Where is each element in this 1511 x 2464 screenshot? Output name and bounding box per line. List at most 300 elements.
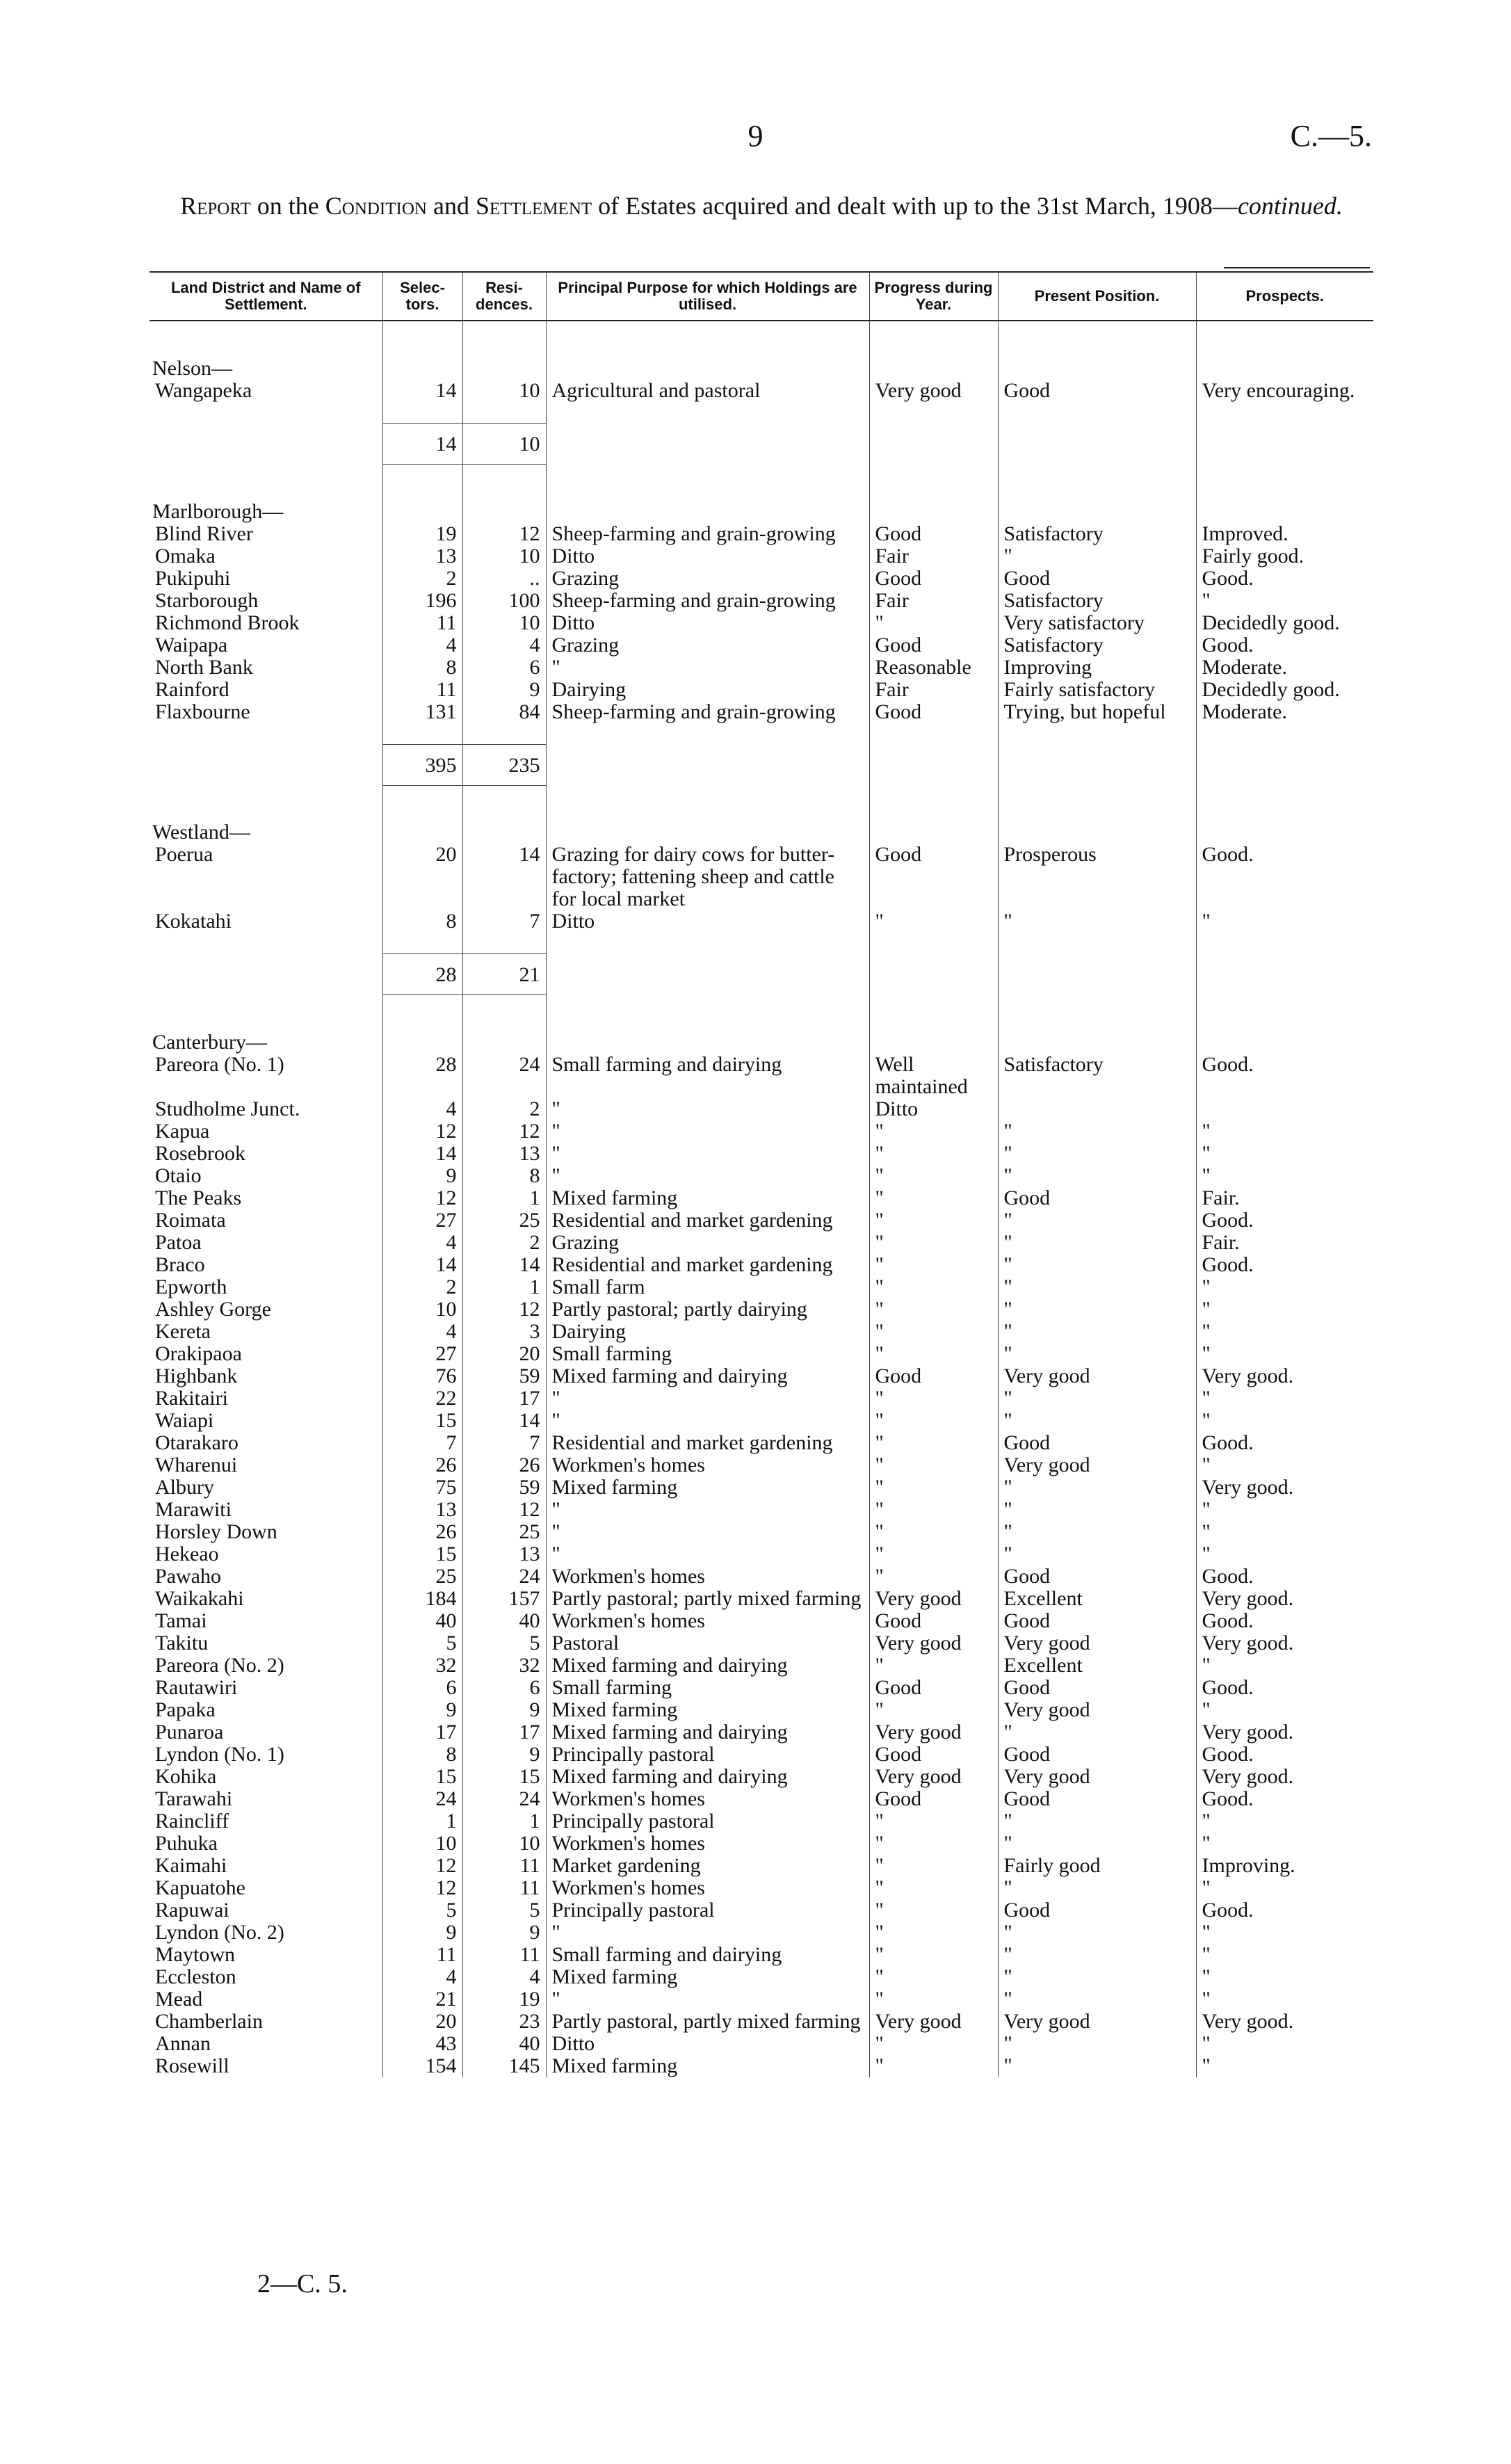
- settlement-name: The Peaks: [155, 1186, 242, 1209]
- settlement-purpose: Workmen's homes: [546, 1877, 869, 1899]
- settlement-purpose: Dairying: [546, 679, 869, 701]
- settlement-prospects: ": [1196, 1810, 1373, 1833]
- settlement-position: ": [998, 1410, 1196, 1432]
- settlement-name: Richmond Brook: [155, 611, 300, 634]
- settlement-purpose: Sheep-farming and grain-growing: [546, 523, 869, 545]
- settlement-progress: ": [869, 1521, 998, 1543]
- table-row: [150, 1120, 1373, 1143]
- settlement-selectors: 8: [382, 910, 462, 933]
- empty-cell: [462, 321, 546, 380]
- col-header-purpose: Principal Purpose for which Holdings are utilised.: [546, 272, 869, 321]
- settlement-residences: 26: [462, 1454, 546, 1476]
- settlement-name: Blind River: [155, 522, 253, 545]
- settlement-selectors: 6: [382, 1677, 462, 1699]
- empty-cell: [546, 995, 869, 1054]
- empty-cell: [546, 744, 869, 785]
- settlement-prospects: ": [1196, 1454, 1373, 1476]
- title-word-on: on the: [257, 192, 319, 220]
- settlement-purpose: Sheep-farming and grain-growing: [546, 590, 869, 612]
- settlement-position: ": [998, 1988, 1196, 2011]
- settlement-selectors: 10: [382, 1298, 462, 1321]
- settlement-purpose: Ditto: [546, 612, 869, 634]
- table-row: [150, 1677, 1373, 1699]
- settlement-progress: ": [869, 2033, 998, 2055]
- empty-cell: [998, 995, 1196, 1054]
- settlement-selectors: 131: [382, 701, 462, 723]
- settlement-residences: 8: [462, 1165, 546, 1187]
- settlement-prospects: ": [1196, 1387, 1373, 1410]
- district-row: [150, 995, 1373, 1054]
- settlement-progress: Good: [869, 1677, 998, 1699]
- settlement-progress: ": [869, 1254, 998, 1276]
- table-row: [150, 1387, 1373, 1410]
- settlement-name: Roimata: [155, 1208, 226, 1232]
- settlement-progress: ": [869, 1209, 998, 1232]
- settlement-position: ": [998, 1232, 1196, 1254]
- settlement-progress: ": [869, 1899, 998, 1922]
- settlement-residences: 24: [462, 1788, 546, 1810]
- settlement-selectors: 20: [382, 2011, 462, 2033]
- empty-cell: [1196, 321, 1373, 380]
- settlement-progress: Very good: [869, 1766, 998, 1788]
- settlement-position: Satisfactory: [998, 1054, 1196, 1098]
- settlement-name: Wangapeka: [155, 379, 252, 402]
- settlement-residences: 7: [462, 910, 546, 933]
- settlement-prospects: ": [1196, 1499, 1373, 1521]
- settlement-purpose: Workmen's homes: [546, 1788, 869, 1810]
- table-row: [150, 1632, 1373, 1654]
- empty-cell: [998, 424, 1196, 465]
- settlement-progress: Good: [869, 844, 998, 910]
- table-row: [150, 380, 1373, 402]
- settlement-progress: ": [869, 1855, 998, 1877]
- settlement-residences: 13: [462, 1543, 546, 1565]
- settlement-name: Waiapi: [155, 1408, 214, 1432]
- table-row: [150, 1699, 1373, 1721]
- settlement-prospects: Fair.: [1196, 1187, 1373, 1209]
- empty-cell: [462, 785, 546, 844]
- table-row: [150, 1454, 1373, 1476]
- settlement-name: Marawiti: [155, 1497, 232, 1521]
- empty-cell: [150, 933, 382, 954]
- settlement-name: Annan: [155, 2031, 211, 2055]
- settlement-selectors: 2: [382, 567, 462, 590]
- empty-cell: [382, 785, 462, 844]
- empty-cell: [1196, 402, 1373, 424]
- settlement-prospects: Good.: [1196, 1254, 1373, 1276]
- table-row: [150, 1499, 1373, 1521]
- empty-cell: [869, 723, 998, 745]
- settlement-selectors: 13: [382, 545, 462, 567]
- settlement-prospects: ": [1196, 1120, 1373, 1143]
- settlement-position: ": [998, 1321, 1196, 1343]
- settlement-selectors: 27: [382, 1209, 462, 1232]
- settlement-name: Patoa: [155, 1230, 202, 1254]
- empty-cell: [150, 402, 382, 424]
- settlement-residences: 3: [462, 1321, 546, 1343]
- settlement-purpose: Small farming: [546, 1343, 869, 1365]
- settlement-selectors: 5: [382, 1899, 462, 1922]
- settlement-position: ": [998, 1922, 1196, 1944]
- settlement-selectors: 4: [382, 1966, 462, 1988]
- settlement-progress: ": [869, 1187, 998, 1209]
- settlement-residences: ..: [462, 567, 546, 590]
- empty-cell: [546, 933, 869, 954]
- table-row: [150, 634, 1373, 657]
- settlement-prospects: Very good.: [1196, 1365, 1373, 1387]
- settlement-prospects: Good.: [1196, 1209, 1373, 1232]
- settlement-position: ": [998, 1298, 1196, 1321]
- empty-cell: [546, 785, 869, 844]
- settlement-progress: Ditto: [869, 1098, 998, 1120]
- settlement-residences: 100: [462, 590, 546, 612]
- col-header-progress: Progress during Year.: [869, 272, 998, 321]
- settlement-name: Rautawiri: [155, 1675, 238, 1699]
- settlement-progress: ": [869, 1499, 998, 1521]
- table-row: [150, 1365, 1373, 1387]
- settlement-selectors: 12: [382, 1187, 462, 1209]
- empty-cell: [546, 465, 869, 523]
- settlement-residences: 14: [462, 1410, 546, 1432]
- empty-cell: [998, 785, 1196, 844]
- settlement-residences: 157: [462, 1588, 546, 1610]
- settlement-residences: 11: [462, 1877, 546, 1899]
- empty-cell: [1196, 933, 1373, 954]
- report-title: [150, 191, 1373, 220]
- settlement-residences: 24: [462, 1565, 546, 1588]
- settlement-purpose: Mixed farming: [546, 1187, 869, 1209]
- settlement-name: Rosewill: [155, 2054, 229, 2077]
- settlement-selectors: 14: [382, 380, 462, 402]
- settlement-name: Rakitairi: [155, 1386, 228, 1410]
- col-header-position: Present Position.: [998, 272, 1196, 321]
- settlement-selectors: 75: [382, 1476, 462, 1499]
- col-header-selectors: Selec-tors.: [382, 272, 462, 321]
- settlement-position: Excellent: [998, 1654, 1196, 1677]
- settlement-prospects: ": [1196, 1276, 1373, 1298]
- district-name: Marlborough—: [152, 499, 284, 523]
- settlement-position: ": [998, 1165, 1196, 1187]
- table-row: [150, 1321, 1373, 1343]
- settlement-purpose: Grazing: [546, 634, 869, 657]
- settlement-residences: 10: [462, 545, 546, 567]
- empty-cell: [546, 954, 869, 995]
- table-header-row: [150, 272, 1373, 321]
- settlement-name: Kapuatohe: [155, 1876, 245, 1899]
- empty-cell: [869, 321, 998, 380]
- empty-cell: [998, 933, 1196, 954]
- settlement-selectors: 9: [382, 1699, 462, 1721]
- empty-cell: [998, 723, 1196, 745]
- settlement-position: ": [998, 2033, 1196, 2055]
- settlement-progress: Good: [869, 1365, 998, 1387]
- empty-cell: [869, 424, 998, 465]
- settlement-progress: Good: [869, 1788, 998, 1810]
- settlement-name: Papaka: [155, 1698, 216, 1721]
- settlement-selectors: 14: [382, 1254, 462, 1276]
- settlement-position: Good: [998, 1565, 1196, 1588]
- settlement-purpose: Grazing: [546, 1232, 869, 1254]
- settlement-prospects: ": [1196, 1521, 1373, 1543]
- settlement-selectors: 20: [382, 844, 462, 910]
- settlement-purpose: Mixed farming and dairying: [546, 1766, 869, 1788]
- settlement-position: Very good: [998, 1454, 1196, 1476]
- empty-cell: [150, 424, 382, 465]
- settlement-prospects: ": [1196, 1321, 1373, 1343]
- empty-cell: [462, 402, 546, 424]
- settlement-progress: ": [869, 1833, 998, 1855]
- settlement-progress: Very good: [869, 1588, 998, 1610]
- settlement-residences: 84: [462, 701, 546, 723]
- settlement-position: Good: [998, 1788, 1196, 1810]
- settlement-progress: ": [869, 1387, 998, 1410]
- table-row: [150, 1588, 1373, 1610]
- settlement-residences: 32: [462, 1654, 546, 1677]
- settlement-progress: ": [869, 612, 998, 634]
- settlement-progress: ": [869, 1276, 998, 1298]
- empty-cell: [869, 744, 998, 785]
- settlement-residences: 59: [462, 1476, 546, 1499]
- settlement-residences: 6: [462, 657, 546, 679]
- settlement-selectors: 4: [382, 1321, 462, 1343]
- settlement-progress: Good: [869, 634, 998, 657]
- empty-cell: [1196, 424, 1373, 465]
- settlement-position: Satisfactory: [998, 590, 1196, 612]
- settlement-name: Flaxbourne: [155, 700, 250, 723]
- settlement-prospects: Good.: [1196, 1432, 1373, 1454]
- district-name: Westland—: [152, 821, 250, 844]
- table-body: [150, 321, 1373, 2077]
- settlement-residences: 9: [462, 1922, 546, 1944]
- total-selectors: 14: [382, 424, 462, 465]
- settlement-progress: ": [869, 1699, 998, 1721]
- settlement-purpose: Principally pastoral: [546, 1744, 869, 1766]
- settlement-purpose: ": [546, 1922, 869, 1944]
- settlement-prospects: ": [1196, 1543, 1373, 1565]
- empty-cell: [462, 933, 546, 954]
- settlement-selectors: 8: [382, 657, 462, 679]
- title-rest: of Estates acquired and dealt with up to the 31st March, 1908—: [598, 192, 1238, 220]
- settlement-prospects: Good.: [1196, 1677, 1373, 1699]
- settlement-name: Horsley Down: [155, 1520, 277, 1543]
- settlement-prospects: Fair.: [1196, 1232, 1373, 1254]
- total-residences: 10: [462, 424, 546, 465]
- settlement-progress: ": [869, 1143, 998, 1165]
- settlement-position: ": [998, 1276, 1196, 1298]
- table-row: [150, 1254, 1373, 1276]
- settlement-selectors: 10: [382, 1833, 462, 1855]
- settlement-purpose: Mixed farming: [546, 2055, 869, 2077]
- settlement-name: North Bank: [155, 655, 253, 679]
- settlement-residences: 2: [462, 1232, 546, 1254]
- settlement-progress: ": [869, 2055, 998, 2077]
- settlement-table: [150, 271, 1373, 2077]
- settlement-progress: Reasonable: [869, 657, 998, 679]
- table-row: [150, 1877, 1373, 1899]
- settlement-name: Mead: [155, 1987, 203, 2011]
- table-row: [150, 1833, 1373, 1855]
- district-row: [150, 465, 1373, 523]
- settlement-selectors: 9: [382, 1922, 462, 1944]
- settlement-prospects: Moderate.: [1196, 701, 1373, 723]
- empty-cell: [546, 723, 869, 745]
- settlement-selectors: 4: [382, 634, 462, 657]
- settlement-purpose: Mixed farming: [546, 1966, 869, 1988]
- table-row: [150, 1410, 1373, 1432]
- settlement-name: Otaio: [155, 1163, 202, 1187]
- settlement-progress: ": [869, 1410, 998, 1432]
- settlement-position: Fairly good: [998, 1855, 1196, 1877]
- settlement-residences: 12: [462, 1120, 546, 1143]
- settlement-name: Rosebrook: [155, 1141, 245, 1165]
- settlement-selectors: 11: [382, 1944, 462, 1966]
- settlement-residences: 17: [462, 1387, 546, 1410]
- settlement-purpose: ": [546, 1120, 869, 1143]
- settlement-progress: Good: [869, 567, 998, 590]
- table-row: [150, 701, 1373, 723]
- district-total-row: [150, 744, 1373, 785]
- settlement-prospects: ": [1196, 1165, 1373, 1187]
- settlement-selectors: 40: [382, 1610, 462, 1632]
- settlement-progress: Good: [869, 523, 998, 545]
- settlement-residences: 4: [462, 634, 546, 657]
- empty-cell: [462, 465, 546, 523]
- settlement-position: Good: [998, 1744, 1196, 1766]
- settlement-name: Braco: [155, 1253, 205, 1276]
- spacer-row: [150, 402, 1373, 424]
- table-row: [150, 545, 1373, 567]
- settlement-residences: 1: [462, 1187, 546, 1209]
- settlement-prospects: Very good.: [1196, 1632, 1373, 1654]
- settlement-name: Kapua: [155, 1119, 210, 1143]
- settlement-purpose: Pastoral: [546, 1632, 869, 1654]
- settlement-name: Raincliff: [155, 1809, 229, 1833]
- settlement-purpose: Partly pastoral; partly dairying: [546, 1298, 869, 1321]
- settlement-residences: 9: [462, 1744, 546, 1766]
- settlement-prospects: Good.: [1196, 1744, 1373, 1766]
- empty-cell: [998, 321, 1196, 380]
- settlement-selectors: 24: [382, 1788, 462, 1810]
- table-row: [150, 1810, 1373, 1833]
- settlement-purpose: Sheep-farming and grain-growing: [546, 701, 869, 723]
- settlement-progress: ": [869, 1966, 998, 1988]
- settlement-progress: ": [869, 1476, 998, 1499]
- district-name: Nelson—: [152, 357, 232, 380]
- table-row: [150, 1610, 1373, 1632]
- total-residences: 21: [462, 954, 546, 995]
- settlement-name: Studholme Junct.: [155, 1097, 300, 1120]
- table-row: [150, 657, 1373, 679]
- settlement-name: Waikakahi: [155, 1586, 244, 1610]
- settlement-progress: Very good: [869, 1632, 998, 1654]
- settlement-selectors: 11: [382, 679, 462, 701]
- settlement-purpose: Workmen's homes: [546, 1833, 869, 1855]
- settlement-prospects: Improved.: [1196, 523, 1373, 545]
- settlement-name: Lyndon (No. 1): [155, 1742, 284, 1766]
- empty-cell: [998, 744, 1196, 785]
- table-row: [150, 1721, 1373, 1744]
- settlement-prospects: ": [1196, 1922, 1373, 1944]
- settlement-purpose: ": [546, 1410, 869, 1432]
- settlement-position: Good: [998, 380, 1196, 402]
- empty-cell: [869, 465, 998, 523]
- settlement-prospects: ": [1196, 1988, 1373, 2011]
- settlement-position: ": [998, 1343, 1196, 1365]
- table-row: [150, 1521, 1373, 1543]
- settlement-name: Waipapa: [155, 633, 228, 657]
- settlement-prospects: ": [1196, 1143, 1373, 1165]
- title-word-and: and: [433, 192, 469, 220]
- settlement-prospects: Decidedly good.: [1196, 612, 1373, 634]
- settlement-progress: Fair: [869, 545, 998, 567]
- settlement-progress: ": [869, 1654, 998, 1677]
- table-row: [150, 1543, 1373, 1565]
- settlement-position: Good: [998, 1610, 1196, 1632]
- settlement-selectors: 27: [382, 1343, 462, 1365]
- settlement-progress: Good: [869, 1744, 998, 1766]
- settlement-residences: 5: [462, 1899, 546, 1922]
- table-row: [150, 1744, 1373, 1766]
- district-row: [150, 785, 1373, 844]
- settlement-purpose: Small farming: [546, 1677, 869, 1699]
- settlement-position: Very satisfactory: [998, 612, 1196, 634]
- settlement-selectors: 25: [382, 1565, 462, 1588]
- table-row: [150, 612, 1373, 634]
- table-row: [150, 523, 1373, 545]
- settlement-progress: ": [869, 1922, 998, 1944]
- settlement-purpose: Agricultural and pastoral: [546, 380, 869, 402]
- settlement-position: ": [998, 1721, 1196, 1744]
- settlement-position: ": [998, 1143, 1196, 1165]
- settlement-purpose: Small farming and dairying: [546, 1054, 869, 1098]
- settlement-selectors: 14: [382, 1143, 462, 1165]
- settlement-position: ": [998, 910, 1196, 933]
- settlement-progress: ": [869, 1343, 998, 1365]
- settlement-progress: ": [869, 1988, 998, 2011]
- settlement-purpose: Market gardening: [546, 1855, 869, 1877]
- settlement-position: ": [998, 1944, 1196, 1966]
- table-row: [150, 567, 1373, 590]
- settlement-purpose: Dairying: [546, 1321, 869, 1343]
- settlement-progress: ": [869, 1454, 998, 1476]
- settlement-purpose: ": [546, 657, 869, 679]
- col-header-prospects: Prospects.: [1196, 272, 1373, 321]
- settlement-selectors: 184: [382, 1588, 462, 1610]
- settlement-residences: 7: [462, 1432, 546, 1454]
- settlement-residences: 11: [462, 1944, 546, 1966]
- settlement-progress: ": [869, 1321, 998, 1343]
- settlement-residences: 10: [462, 612, 546, 634]
- settlement-name: Tarawahi: [155, 1787, 233, 1810]
- settlement-prospects: Very good.: [1196, 2011, 1373, 2033]
- table-row: [150, 1855, 1373, 1877]
- settlement-name: Poerua: [155, 843, 213, 866]
- settlement-progress: ": [869, 1543, 998, 1565]
- settlement-name: Tamai: [155, 1609, 207, 1632]
- settlement-residences: 12: [462, 1298, 546, 1321]
- table-row: [150, 910, 1373, 933]
- settlement-prospects: ": [1196, 2055, 1373, 2077]
- settlement-progress: Very good: [869, 1721, 998, 1744]
- settlement-progress: Fair: [869, 679, 998, 701]
- settlement-name: Punaroa: [155, 1720, 224, 1744]
- settlement-progress: ": [869, 1298, 998, 1321]
- settlement-name: Hekeao: [155, 1542, 219, 1565]
- settlement-prospects: Good.: [1196, 1899, 1373, 1922]
- table-row: [150, 2033, 1373, 2055]
- settlement-prospects: Good.: [1196, 1565, 1373, 1588]
- table-row: [150, 1922, 1373, 1944]
